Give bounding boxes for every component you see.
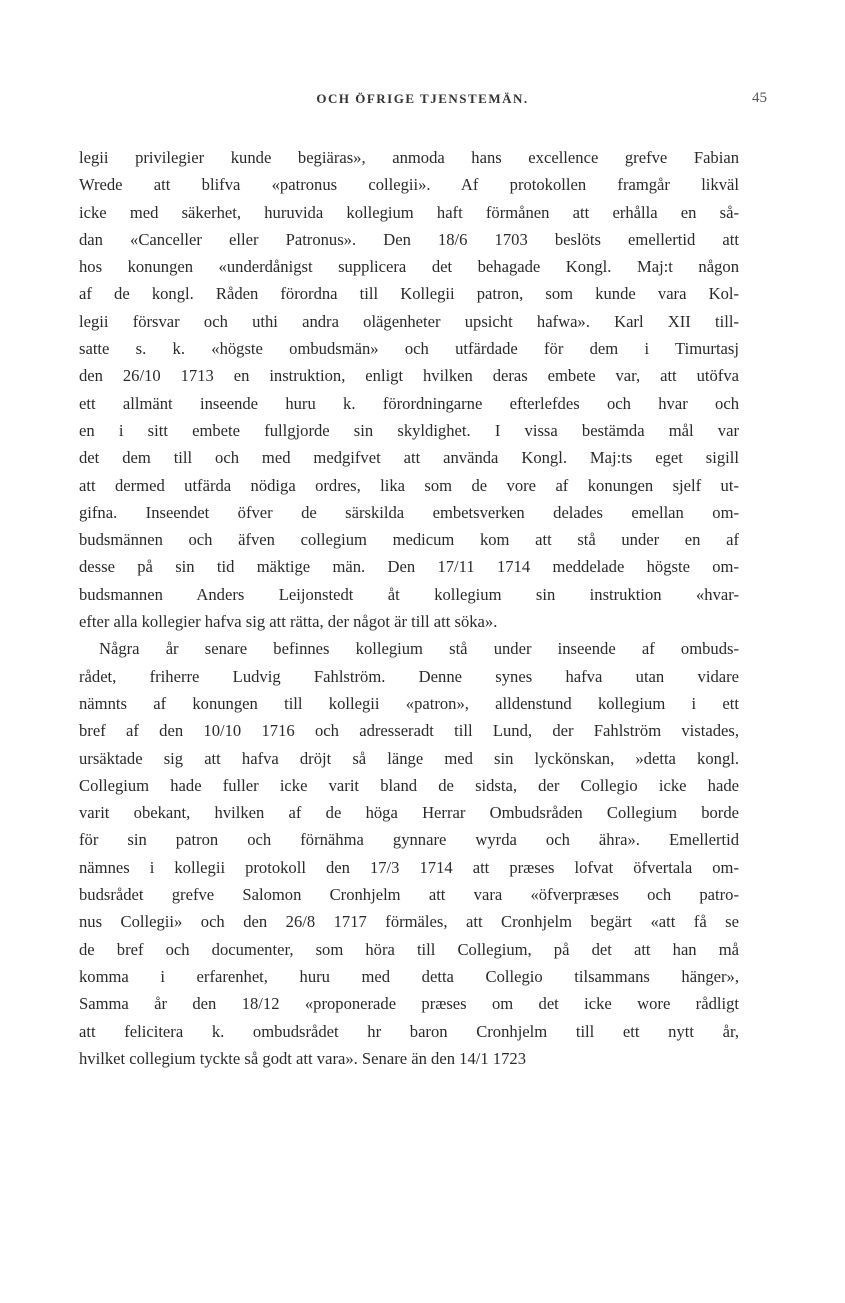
text-line: det dem till och med medgifvet att använda Kongl. Maj:ts eget sigill <box>79 448 739 468</box>
text-line: för sin patron och förnähma gynnare wyrda och ähra». Emellertid <box>79 830 739 850</box>
text-line: desse på sin tid mäktige män. Den 17/11 1714 meddelade högste om- <box>79 557 739 577</box>
text-line: Samma år den 18/12 «proponerade præses om det icke wore rådligt <box>79 994 739 1014</box>
text-line: budsrådet grefve Salomon Cronhjelm att vara «öfverpræses och patro- <box>79 885 739 905</box>
text-line: ett allmänt inseende huru k. förordningarne efterlefdes och hvar och <box>79 393 739 413</box>
text-line: legii privilegier kunde begiäras», anmoda hans excellence grefve Fabian <box>79 148 739 167</box>
text-line: att dermed utfärda nödiga ordres, lika som de vore af konungen sjelf ut- <box>79 475 739 495</box>
text-line: nus Collegii» och den 26/8 1717 förmäles, att Cronhjelm begärt «att få se <box>79 912 739 932</box>
text-line: efter alla kollegier hafva sig att rätta, der något är till att söka». <box>79 612 498 632</box>
text-line: varit obekant, hvilken af de höga Herrar Ombudsråden Collegium borde <box>79 803 739 823</box>
body-text <box>79 144 739 1072</box>
text-line: rådet, friherre Ludvig Fahlström. Denne synes hafva utan vidare <box>79 666 739 686</box>
text-line: Collegium hade fuller icke varit bland de sidsta, der Collegio icke hade <box>79 775 739 795</box>
text-line: att felicitera k. ombudsrådet hr baron Cronhjelm till ett nytt år, <box>79 1021 739 1041</box>
text-line: budsmännen och äfven collegium medicum kom att stå under en af <box>79 530 739 550</box>
text-line: en i sitt embete fullgjorde sin skyldighet. I vissa bestämda mål var <box>79 420 739 440</box>
running-title: OCH ÖFRIGE TJENSTEMÄN. <box>316 91 529 106</box>
text-line: gifna. Inseendet öfver de särskilda embetsverken delades emellan om- <box>79 502 739 522</box>
text-line: af de kongl. Råden förordna till Kollegii patron, som kunde vara Kol- <box>79 284 739 304</box>
text-line: de bref och documenter, som höra till Collegium, på det att han må <box>79 939 739 959</box>
text-line: komma i erfarenhet, huru med detta Collegio tilsammans hänger», <box>79 966 739 986</box>
text-line: budsmannen Anders Leijonstedt åt kollegium sin instruktion «hvar- <box>79 584 739 604</box>
text-line: satte s. k. «högste ombudsmän» och utfärdade för dem i Timurtasj <box>79 339 739 359</box>
text-line: ursäktade sig att hafva dröjt så länge med sin lyckönskan, »detta kongl. <box>79 748 739 768</box>
text-line: bref af den 10/10 1716 och adresseradt till Lund, der Fahlström vistades, <box>79 721 739 741</box>
text-line: Wrede att blifva «patronus collegii». Af protokollen framgår likväl <box>79 175 739 195</box>
page-number: 45 <box>752 90 767 106</box>
text-line: nämnts af konungen till kollegii «patron», alldenstund kollegium i ett <box>79 693 739 713</box>
text-line: dan «Canceller eller Patronus». Den 18/6 1703 beslöts emellertid att <box>79 229 739 249</box>
running-head <box>0 88 845 112</box>
text-line: hvilket collegium tyckte så godt att vara». Senare än den 14/1 1723 <box>79 1048 526 1068</box>
text-line: den 26/10 1713 en instruktion, enligt hvilken deras embete var, att utöfva <box>79 366 739 386</box>
text-line: Några år senare befinnes kollegium stå under inseende af ombuds- <box>99 639 739 659</box>
text-line: icke med säkerhet, huruvida kollegium haft förmånen att erhålla en så- <box>79 202 739 222</box>
text-line: legii försvar och uthi andra olägenheter upsicht hafwa». Karl XII till- <box>79 311 739 331</box>
text-line: nämnes i kollegii protokoll den 17/3 1714 att præses lofvat öfvertala om- <box>79 857 739 877</box>
text-line: hos konungen «underdånigst supplicera det behagade Kongl. Maj:t någon <box>79 257 739 277</box>
